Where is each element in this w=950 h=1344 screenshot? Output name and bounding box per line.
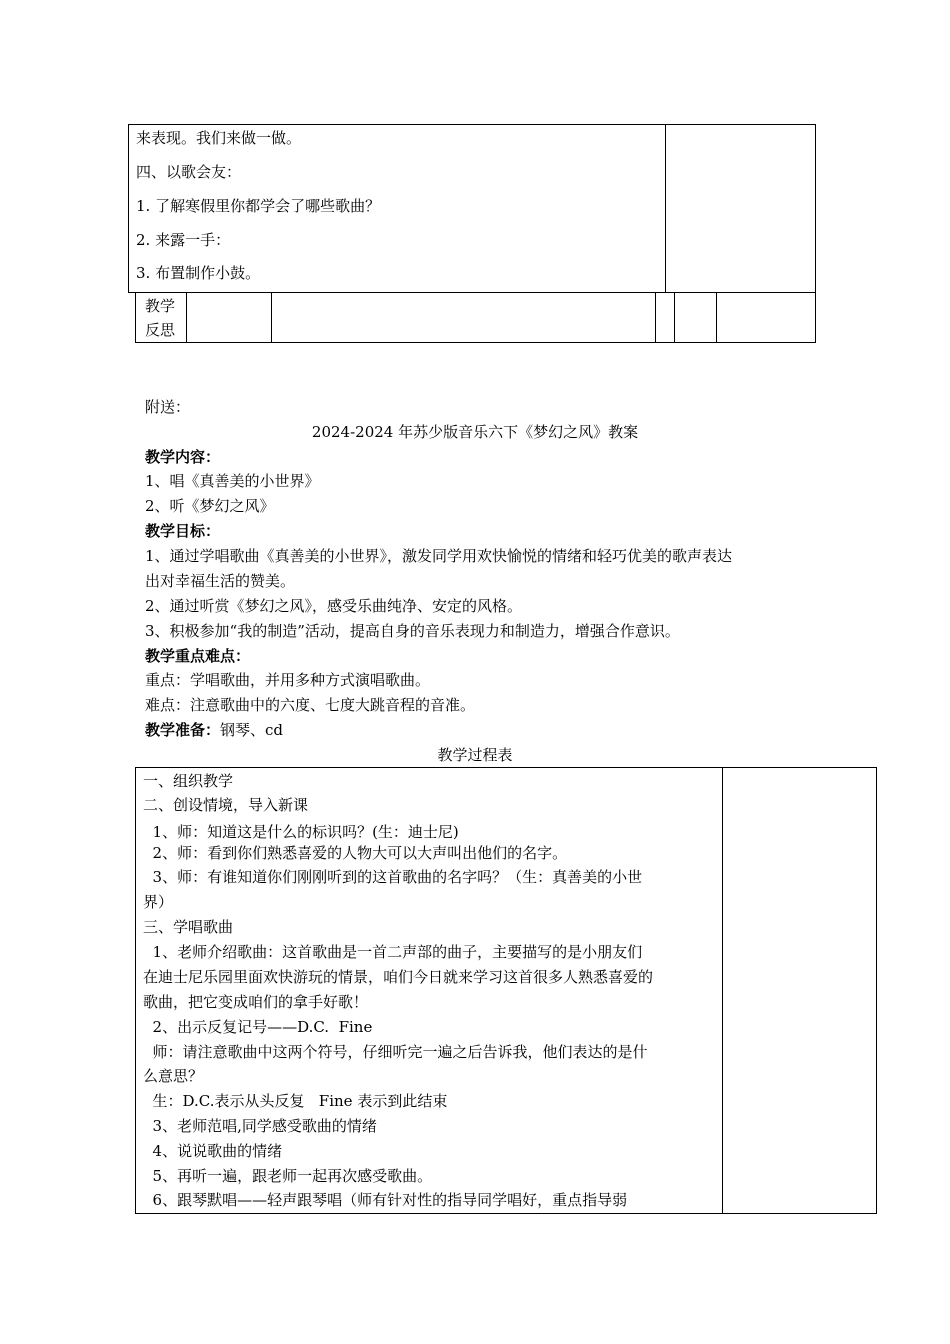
prep-heading: 教学准备： [145, 721, 221, 739]
content-item: 2、听《梦幻之风》 [145, 497, 275, 515]
top-table-line: 四、以歌会友： [136, 163, 242, 181]
prep-line [145, 720, 283, 740]
process-line: 2、出示反复记号——D.C. Fine [143, 1018, 373, 1036]
goal-line: 3、积极参加“我的制造”活动，提高自身的音乐表现力和制造力，增强合作意识。 [145, 622, 680, 640]
reflection-label: 反思 [145, 321, 176, 339]
goal-line: 1、通过学唱歌曲《真善美的小世界》，激发同学用欢快愉悦的情绪和轻巧优美的歌声表达 [145, 547, 733, 565]
process-table-title: 教学过程表 [437, 746, 513, 764]
goal-line: 出对幸福生活的赞美。 [145, 572, 296, 590]
process-line: 师：请注意歌曲中这两个符号，仔细听完一遍之后告诉我，他们表达的是什 [143, 1043, 648, 1061]
process-line: 2、师：看到你们熟悉喜爱的人物大可以大声叫出他们的名字。 [143, 844, 568, 862]
process-line: 5、再听一遍，跟老师一起再次感受歌曲。 [143, 1167, 433, 1185]
prep-value: 钢琴、cd [220, 721, 284, 739]
process-line: 3、师：有谁知道你们刚刚听到的这首歌曲的名字吗？（生：真善美的小世 [143, 868, 643, 886]
content-heading: 教学内容： [145, 448, 221, 466]
process-line: 6、跟琴默唱——轻声跟琴唱（师有针对性的指导同学唱好，重点指导弱 [143, 1191, 628, 1209]
process-line: 二、创设情境，导入新课 [143, 796, 309, 814]
reflection-label: 教学 [145, 297, 176, 315]
goal-line: 2、通过听赏《梦幻之风》，感受乐曲纯净、安定的风格。 [145, 597, 523, 615]
process-line: 三、学唱歌曲 [143, 918, 234, 936]
top-table-line: 来表现。我们来做一做。 [136, 129, 302, 147]
top-table-line: 2. 来露一手： [136, 231, 231, 249]
key-heading: 教学重点难点： [145, 647, 251, 665]
process-line: 在迪士尼乐园里面欢快游玩的情景，咱们今日就来学习这首很多人熟悉喜爱的 [143, 968, 654, 986]
process-line: 歌曲，把它变成咱们的拿手好歌！ [143, 993, 369, 1011]
process-line: 一、组织教学 [143, 772, 234, 790]
process-line: 1、老师介绍歌曲：这首歌曲是一首二声部的曲子，主要描写的是小朋友们 [143, 943, 643, 961]
key-point: 难点：注意歌曲中的六度、七度大跳音程的音准。 [145, 696, 476, 714]
process-line: 界） [143, 893, 174, 911]
appendix-prefix: 附送： [145, 398, 191, 416]
top-table-line: 1. 了解寒假里你都学会了哪些歌曲？ [136, 197, 381, 215]
process-line: 3、老师范唱,同学感受歌曲的情绪 [143, 1117, 377, 1135]
process-line: 4、说说歌曲的情绪 [143, 1142, 283, 1160]
content-item: 1、唱《真善美的小世界》 [145, 472, 320, 490]
process-line: 1、师：知道这是什么的标识吗？(生：迪士尼) [143, 823, 459, 841]
process-line: 么意思？ [143, 1067, 204, 1085]
goals-heading: 教学目标： [145, 522, 221, 540]
top-table-line: 3. 布置制作小鼓。 [136, 264, 261, 282]
document-title: 2024-2024 年苏少版音乐六下《梦幻之风》教案 [311, 423, 639, 441]
process-line: 生：D.C.表示从头反复 Fine 表示到此结束 [143, 1092, 448, 1110]
key-point: 重点：学唱歌曲，并用多种方式演唱歌曲。 [145, 671, 431, 689]
